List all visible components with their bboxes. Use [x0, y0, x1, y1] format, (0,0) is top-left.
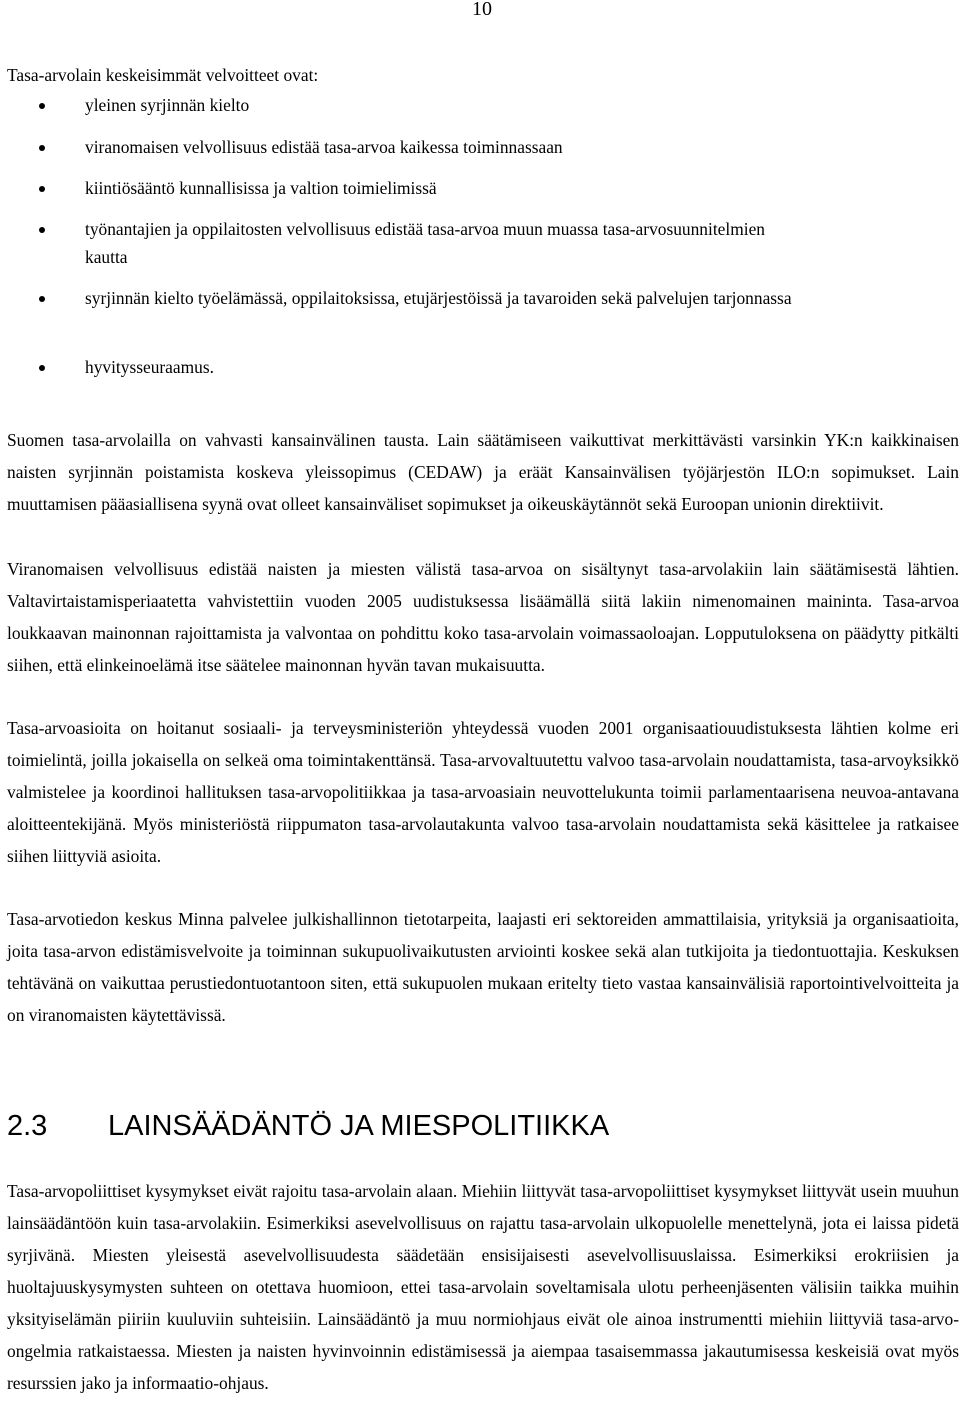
list-item-text: syrjinnän kielto työelämässä, oppilaitoksissa, etujärjestöissä ja tavaroiden sekä palvelujen tarjonnassa — [85, 288, 792, 308]
section-title: LAINSÄÄDÄNTÖ JA MIESPOLITIIKKA — [108, 1110, 610, 1142]
list-item-text: hyvitysseuraamus. — [85, 357, 214, 377]
bullet-icon — [39, 296, 45, 302]
page-number: 10 — [472, 0, 492, 20]
bullet-icon — [39, 186, 45, 192]
paragraph-authority-obligation: Viranomaisen velvollisuus edistää naisten ja miesten välistä tasa-arvoa on sisältynyt tasa-arvolakiin lain säätämisestä lähtien. Valtavirtaistamisperiaatetta vahvistettiin vuoden 2005 uudistuksessa lisäämällä siitä lakiin nimenomainen maininta. Tasa-arvoa loukkaavan mainonnan rajoittamista ja valvontaa on pohdittu koko tasa-arvolain voimassaoloajan. Lopputuloksena on päädytty pitkälti siihen, että elinkeinoelämä itse säätelee mainonnan hyvän tavan mukaisuutta. — [7, 559, 959, 675]
intro-text: Tasa-arvolain keskeisimmät velvoitteet ovat: — [7, 65, 319, 85]
section-number: 2.3 — [7, 1110, 48, 1142]
list-item-text: yleinen syrjinnän kielto — [85, 95, 250, 115]
list-item-text: kiintiösääntö kunnallisissa ja valtion toimielimissä — [85, 178, 437, 198]
paragraph-legislation-men: Tasa-arvopoliittiset kysymykset eivät rajoitu tasa-arvolain alaan. Miehiin liittyvät tasa-arvopoliittiset kysymykset liittyvät usein muuhun lainsäädäntöön kuin tasa-arvolakiin. Esimerkiksi asevelvollisuus on rajattu tasa-arvolain ulkopuolelle menettelynä, jota ei laissa pidetä syrjivänä. Miesten yleisestä asevelvollisuudesta säädetään ensisijaisesti asevelvollisuuslaissa. Esimerkiksi erokriisien ja huoltajuuskysymysten suhteen on otettava huomioon, ettei tasa-arvolain soveltamisala ulotu perheenjäsenten välisiin taikka muihin yksityiselämän piiriin kuuluviin suhteisiin. Lainsäädäntö ja muu normiohjaus eivät ole ainoa instrumentti miehiin liittyviä tasa-arvo-ongelmia ratkaistaessa. Miesten ja naisten hyvinvoinnin edistämisessä ja aiempaa tasaisemmassa jakautumisessa keskeisiä ovat myös resurssien jako ja informaatio-ohjaus. — [7, 1181, 959, 1393]
bullet-icon — [39, 103, 45, 109]
bullet-icon — [39, 145, 45, 151]
paragraph-international-background: Suomen tasa-arvolailla on vahvasti kansainvälinen tausta. Lain säätämiseen vaikuttivat merkittävästi varsinkin YK:n kaikkinaisen naisten syrjinnän poistamista koskeva yleissopimus (CEDAW) ja eräät Kansainvälisen työjärjestön ILO:n sopimukset. Lain muuttamisen pääasiallisena syynä ovat olleet kansainväliset sopimukset ja oikeuskäytännöt sekä Euroopan unionin direktiivit. — [7, 430, 959, 514]
list-item-text: työnantajien ja oppilaitosten velvollisuus edistää tasa-arvoa muun muassa tasa-arvosuunnitelmien kautta — [85, 219, 765, 267]
list-item-text: viranomaisen velvollisuus edistää tasa-arvoa kaikessa toiminnassaan — [85, 137, 563, 157]
paragraph-minna-centre: Tasa-arvotiedon keskus Minna palvelee julkishallinnon tietotarpeita, laajasti eri sektoreiden ammattilaisia, yrityksiä ja organisaatioita, joita tasa-arvon edistämisvelvoite ja toiminnan sukupuolivaikutusten arviointi koskee sekä alan tutkijoita ja tiedontuottajia. Keskuksen tehtävänä on vaikuttaa perustiedontuotantoon siten, että sukupuolen mukaan eritelty tieto vastaa kansainvälisiä raportointivelvoitteita ja on viranomaisten käytettävissä. — [7, 909, 959, 1025]
bullet-icon — [39, 227, 45, 233]
bullet-icon — [39, 365, 45, 371]
section-heading — [7, 1104, 609, 1148]
paragraph-equality-bodies: Tasa-arvoasioita on hoitanut sosiaali- ja terveysministeriön yhteydessä vuoden 2001 organisaatiouudistuksesta lähtien kolme eri toimielintä, joilla jokaisella on selkeä oma toimintakenttänsä. Tasa-arvovaltuutettu valvoo tasa-arvolain noudattamista, tasa-arvoyksikkö valmistelee ja koordinoi hallituksen tasa-arvopolitiikkaa ja tasa-arvoasiain neuvottelukunta toimii parlamentaarisena neuvoa-antavana aloitteentekijänä. Myös ministeriöstä riippumaton tasa-arvolautakunta valvoo tasa-arvolain noudattamista sekä käsittelee ja ratkaisee siihen liittyviä asioita. — [7, 718, 959, 866]
